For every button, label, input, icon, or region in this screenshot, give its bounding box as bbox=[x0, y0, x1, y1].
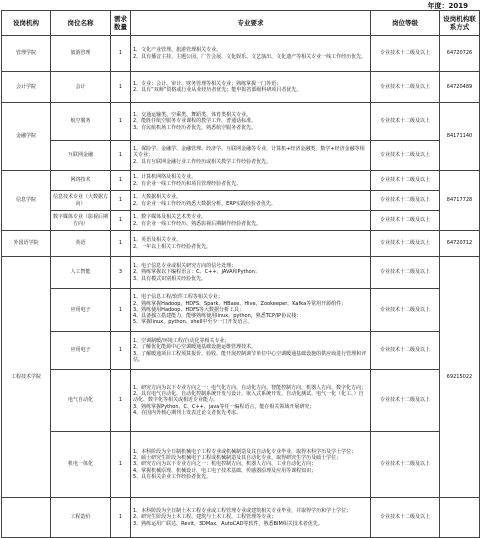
requirement-line: 1、交通运输类、空乘类、舞蹈类、体育类相关专业。 bbox=[133, 112, 252, 119]
post-name-cell: 航空服务 bbox=[51, 103, 111, 141]
level-cell: 专业技术十二级及以上 bbox=[371, 257, 440, 289]
contact-cell: 64720712 bbox=[440, 231, 480, 257]
requirement-line: 1、本科阶段为全日制机械电子工程专业或机械制造及其自动化专业毕业，取得本科学历及学士学位； bbox=[133, 448, 357, 455]
requirement-line: 2、具有电气自动化、自动化控制系统开发与设计、嵌入式系统开发、自动化测试、电气一化（化工、）自动化、数字化等相关或相近专业能力。 bbox=[133, 391, 364, 404]
contact-cell: 84171140 bbox=[440, 103, 480, 171]
header-contact: 设岗机构联系方式 bbox=[440, 11, 480, 36]
post-name-cell: 数字媒体专业（影视后期方向） bbox=[51, 211, 111, 231]
institution-cell: 管理学院 bbox=[2, 36, 51, 72]
requirements-cell bbox=[131, 498, 371, 538]
requirement-line: 1、计算机网络及相关专业。 bbox=[133, 174, 197, 181]
table-row bbox=[2, 498, 480, 538]
level-cell: 专业技术十二级及以上 bbox=[371, 191, 440, 211]
requirement-line: 1、电子信息工程/软件工程等相关专业； bbox=[133, 294, 223, 301]
requirement-line: 3、具有模式识别相关经验优先。 bbox=[133, 275, 207, 282]
institution-cell: 外国语学院 bbox=[2, 231, 51, 257]
level-cell: 专业技术十二级及以上 bbox=[371, 72, 440, 103]
requirement-line: 2、硕士研究生阶段为机械电子工程或机械制造及其自动化专业，取得研究生学历及硕士学位； bbox=[133, 455, 342, 462]
requirement-line: 2、能胜任航空服务专业课程的教学工作，普通话标准。 bbox=[133, 118, 257, 125]
table-row bbox=[2, 211, 480, 231]
table-row bbox=[2, 72, 480, 103]
requirement-line: 1、文化产业管理、旅游管理相关专业。 bbox=[133, 47, 222, 54]
requirement-line: 2、了解优化能源中心空调暖通基础设施运维管理技术。 bbox=[133, 344, 257, 351]
post-name-cell: 网络技术 bbox=[51, 171, 111, 191]
requirement-line: 2、熟练掌握以下编程语言：C、C++、JAVA和Python； bbox=[133, 269, 260, 276]
requirements-cell bbox=[131, 141, 371, 171]
requirement-line: 2、研究生阶段为土木工程、建筑与土木工程、工程管理等专业； bbox=[133, 514, 277, 521]
post-name-cell: 工程造价 bbox=[51, 498, 111, 538]
requirement-line: 2、具有“双师”资格或行业从业经历者优先；能申报省部级科研项目者优先。 bbox=[133, 87, 302, 93]
institution-cell: 工程技术学院 bbox=[2, 257, 51, 498]
recruitment-table bbox=[1, 10, 480, 538]
contact-cell: 64720726 bbox=[440, 36, 480, 72]
contact-cell: 84717728 bbox=[440, 171, 480, 231]
level-cell: 专业技术十二级及以上 bbox=[371, 141, 440, 171]
requirement-line: 3、熟练使用Hadoop、HDFS等大数据分析工具； bbox=[133, 306, 245, 313]
post-name-cell: 信息技术专业（大数据方向） bbox=[51, 191, 111, 211]
post-name-cell: 应用电子 bbox=[51, 289, 111, 332]
requirement-line: 1、电子信息专业或相关研究方向的信号处理； bbox=[133, 263, 237, 270]
header-requirements: 专业要求 bbox=[131, 11, 371, 36]
requirement-line: 3、有民航机场工作经历者优先，熟悉航空服务者优先。 bbox=[133, 124, 257, 131]
table-row bbox=[2, 191, 480, 211]
level-cell: 专业技术十二级及以上 bbox=[371, 211, 440, 231]
level-cell: 专业技术十二级及以上 bbox=[371, 231, 440, 257]
quantity-cell: 1 bbox=[111, 36, 131, 72]
requirements-cell bbox=[131, 103, 371, 141]
table-row bbox=[2, 332, 480, 370]
header-post-name: 岗位名称 bbox=[51, 11, 111, 36]
requirements-cell bbox=[131, 432, 371, 498]
post-name-cell: 应用电子 bbox=[51, 332, 111, 370]
requirement-line: 4、在国内外核心期刊上发表过论文者优先考虑。 bbox=[133, 409, 242, 416]
year-label: 年度：2019 bbox=[427, 2, 468, 10]
header-institution: 设岗机构 bbox=[2, 11, 51, 36]
requirement-line: 2、具有播音主持、主题公园、广告会展、文化娱乐、文艺演出、文化遗产等相关专业一线工作经历优先。 bbox=[133, 53, 367, 60]
level-cell: 专业技术十二级及以上 bbox=[371, 432, 440, 498]
contact-cell: 64720489 bbox=[440, 72, 480, 103]
quantity-cell: 1 bbox=[111, 103, 131, 141]
table-row bbox=[2, 432, 480, 498]
quantity-cell: 1 bbox=[111, 498, 131, 538]
requirement-line: 1、专业：会计、审计、财务管理等相关专业；熟练掌握一门外语； bbox=[133, 80, 282, 87]
requirement-line: 2、有企业一线工作经历、熟悉影视后期制作经验者优先。 bbox=[133, 220, 262, 227]
quantity-cell: 1 bbox=[111, 432, 131, 498]
institution-cell bbox=[2, 498, 51, 538]
requirements-cell bbox=[131, 332, 371, 370]
requirements-cell bbox=[131, 211, 371, 231]
requirement-line: 1、数字媒体及相关艺术类专业。 bbox=[133, 214, 207, 221]
requirement-line: 1、大数据相关专业。 bbox=[133, 194, 182, 201]
requirement-line: 2、具有互联网金融行业工作经历或相关教学工作经验者优先。 bbox=[133, 158, 272, 165]
requirement-line: 1、研究方向为以下专业方向之一：电气化方向、自动化方向、智能控制方向、机器人方向、数字化方向； bbox=[133, 384, 367, 391]
requirement-line: 3、熟练掌握Python、C、C++、java等任一编程语言，能在相关领域开展研究； bbox=[133, 403, 315, 410]
table-body bbox=[2, 36, 480, 538]
requirement-line: 3、研究方向为以下专业方向之一：机电控制方向、机器人方向、工业自动化方向； bbox=[133, 461, 317, 468]
requirements-cell bbox=[131, 191, 371, 211]
requirement-line: 2、有企业一线工作经历熟悉大数据分析、ERP实践经验者优先。 bbox=[133, 200, 276, 207]
requirement-line: 3、熟练运用广联达、Revit、3DMax、AutoCAD等软件，熟悉BIM相关技术者优先。 bbox=[133, 520, 323, 527]
header-quantity: 需求数量 bbox=[111, 11, 131, 36]
requirements-cell bbox=[131, 231, 371, 257]
level-cell: 专业技术十二级及以上 bbox=[371, 289, 440, 332]
requirement-line: 3、了解暖通项目工程预算报价、验收、能开展控制调节单位中心空调暖通基础设施的供应商进行管理和评估。 bbox=[133, 350, 367, 363]
table-header-row bbox=[2, 11, 480, 36]
requirement-line: 4、具备独立搭建能力，能够熟练使用linux、python，熟悉TCP/IP协议栈； bbox=[133, 313, 302, 320]
table-row bbox=[2, 257, 480, 289]
table-row bbox=[2, 171, 480, 191]
requirements-cell bbox=[131, 370, 371, 432]
requirements-cell bbox=[131, 257, 371, 289]
quantity-cell: 1 bbox=[111, 141, 131, 171]
table-row bbox=[2, 289, 480, 332]
contact-cell: 69215022 bbox=[440, 257, 480, 498]
quantity-cell: 1 bbox=[111, 171, 131, 191]
table-row bbox=[2, 141, 480, 171]
post-name-cell: 机电一体化 bbox=[51, 432, 111, 498]
quantity-cell: 1 bbox=[111, 370, 131, 432]
institution-cell: 金融学院 bbox=[2, 103, 51, 171]
requirement-line: 5、掌握linux、python、shell中至少一门开发语言。 bbox=[133, 319, 253, 326]
level-cell: 专业技术十二级及以上 bbox=[371, 171, 440, 191]
level-cell: 专业技术十二级及以上 bbox=[371, 36, 440, 72]
requirements-cell bbox=[131, 72, 371, 103]
post-name-cell: 旅游管理 bbox=[51, 36, 111, 72]
requirements-cell bbox=[131, 171, 371, 191]
quantity-cell: 1 bbox=[111, 191, 131, 211]
institution-cell: 会计学院 bbox=[2, 72, 51, 103]
header-level: 岗位等级 bbox=[371, 11, 440, 36]
level-cell: 专业技术十二级及以上 bbox=[371, 103, 440, 141]
requirement-line: 2、一年以上相关工作经验者优先。 bbox=[133, 243, 212, 250]
requirement-line: 2、有企业一线工作经历和项目管理经验者优先。 bbox=[133, 180, 242, 187]
contact-cell bbox=[440, 498, 480, 538]
requirement-line: 1、空调制暖/环境工程/自动化等相关专业； bbox=[133, 338, 230, 345]
requirement-line: 1、保险学、金融学、金融管理、经济学、互联网金融等专业，计算机+经济金融类，数学+经济金融等相关专业； bbox=[133, 146, 365, 159]
quantity-cell: 1 bbox=[111, 289, 131, 332]
requirement-line: 5、具有相关企业工作经验者优先。 bbox=[133, 473, 212, 480]
requirements-cell bbox=[131, 289, 371, 332]
quantity-cell: 3 bbox=[111, 257, 131, 289]
quantity-cell: 1 bbox=[111, 211, 131, 231]
requirement-line: 2、熟练掌握Hadoop、HDFS、Spark、HBase、Hive、Zookeeper、Kafka等常用开源组件； bbox=[133, 300, 347, 307]
quantity-cell: 1 bbox=[111, 231, 131, 257]
post-name-cell: 人工智能 bbox=[51, 257, 111, 289]
requirements-cell bbox=[131, 36, 371, 72]
requirement-line: 1、英语及相关专业。 bbox=[133, 237, 182, 244]
level-cell: 专业技术十二级及以上 bbox=[371, 370, 440, 432]
level-cell: 专业技术十二级及以上 bbox=[371, 498, 440, 538]
table-row bbox=[2, 231, 480, 257]
table-row bbox=[2, 103, 480, 141]
quantity-cell: 1 bbox=[111, 332, 131, 370]
table-row bbox=[2, 36, 480, 72]
post-name-cell: 电气自动化 bbox=[51, 370, 111, 432]
requirement-line: 1、本科阶段为全日制土木工程专业或工程管理专业或建筑相关专业毕业，并取得学历和学士学位； bbox=[133, 508, 352, 515]
table-row bbox=[2, 370, 480, 432]
quantity-cell: 1 bbox=[111, 72, 131, 103]
post-name-cell: 会计 bbox=[51, 72, 111, 103]
institution-cell: 信息学院 bbox=[2, 171, 51, 231]
requirement-line: 4、掌握机械原理、机械设计、电工电子技术基础、传感器原理及应用等课程知识； bbox=[133, 467, 317, 474]
post-name-cell: 互联网金融 bbox=[51, 141, 111, 171]
level-cell: 专业技术十二级及以上 bbox=[371, 332, 440, 370]
post-name-cell: 英语 bbox=[51, 231, 111, 257]
